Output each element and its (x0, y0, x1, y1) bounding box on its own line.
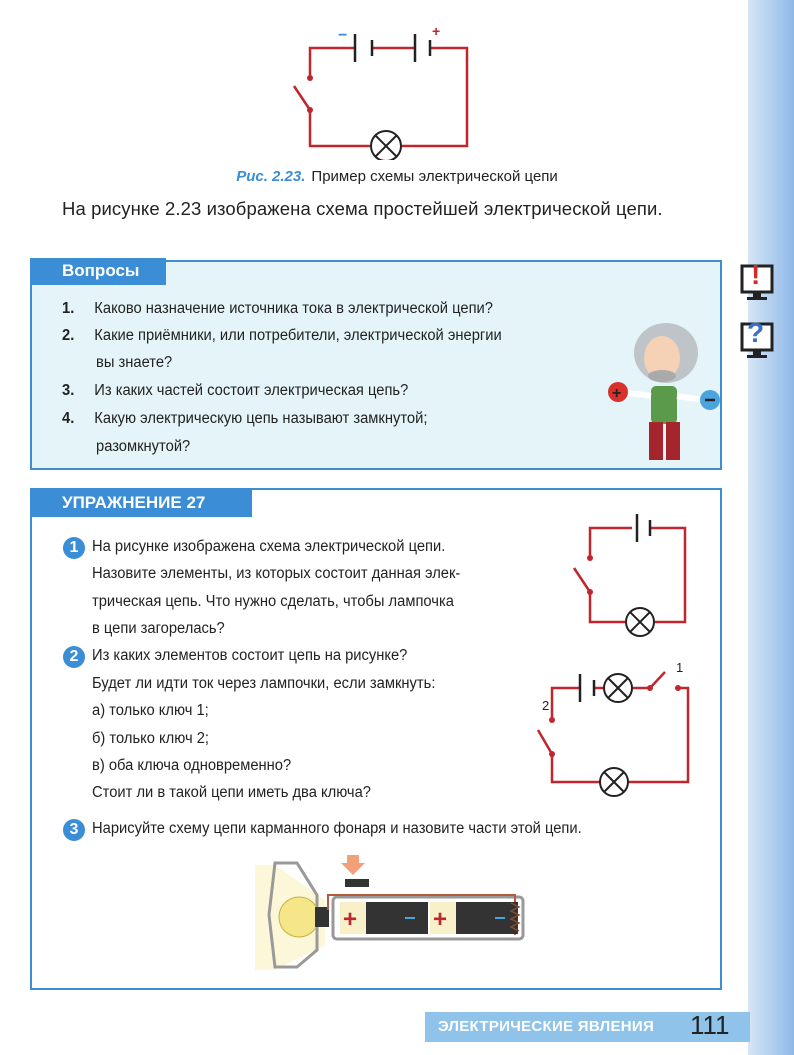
question-item: 1. Каково назначение источника тока в электрической цепи? (62, 300, 493, 317)
exercise-option: а) только ключ 1; (92, 702, 209, 719)
minus-sign: − (338, 27, 348, 44)
lead-paragraph: На рисунке 2.23 изображена схема простейшей электрической цепи. (62, 198, 663, 219)
exercise-text: Из каких элементов состоит цепь на рисунке? (92, 647, 408, 664)
question-item: 2. Какие приёмники, или потребители, электрической энергии (62, 327, 502, 344)
exercise-text: Стоит ли в такой цепи иметь два ключа? (92, 784, 371, 801)
exercise-title: УПРАЖНЕНИЕ 27 (30, 488, 252, 517)
question-item: 3. Из каких частей состоит электрическая цепь? (62, 382, 409, 399)
exercise-text: Будет ли идти ток через лампочки, если замкнуть: (92, 675, 436, 692)
exercise-circuit-2 (530, 658, 700, 808)
exercise-option: в) оба ключа одновременно? (92, 757, 292, 774)
exercise-number-badge: 1 (63, 537, 85, 559)
exercise-option: б) только ключ 2; (92, 730, 209, 747)
question-item-cont: разомкнутой? (96, 438, 191, 455)
svg-text:!: ! (751, 259, 761, 290)
question-item-cont: вы знаете? (96, 354, 173, 371)
exercise-text: трическая цепь. Что нужно сделать, чтобы лампочка (92, 593, 454, 610)
figure-caption (0, 168, 794, 185)
exercise-number-badge: 2 (63, 646, 85, 668)
important-icon (740, 258, 774, 302)
exercise-text: Назовите элементы, из которых состоит данная элек- (92, 565, 461, 582)
exercise-text: в цепи загорелась? (92, 620, 225, 637)
key-label-2: 2 (542, 698, 550, 713)
flashlight-illustration (255, 855, 545, 975)
questions-title: Вопросы (30, 258, 166, 285)
circuit-figure-2-23 (280, 20, 500, 160)
page-edge-strip (748, 0, 794, 1055)
question-item: 4. Какую электрическую цепь называют замкнутой; (62, 410, 428, 427)
question-icon (740, 312, 774, 360)
exercise-text: На рисунке изображена схема электрической цепи. (92, 538, 446, 555)
svg-text:+: + (433, 906, 448, 933)
page-number: 111 (690, 1010, 730, 1040)
exercise-text: Нарисуйте схему цепи карманного фонаря и назовите части этой цепи. (92, 820, 582, 837)
svg-text:+: + (343, 906, 358, 933)
press-arrow-icon (341, 855, 365, 875)
caption-label: Рис. 2.23. (236, 168, 306, 185)
key-label-1: 1 (676, 660, 684, 675)
svg-text:+: + (612, 385, 622, 402)
exercise-circuit-1 (560, 510, 700, 645)
section-title: ЭЛЕКТРИЧЕСКИЕ ЯВЛЕНИЯ (438, 1018, 655, 1035)
svg-text:?: ? (747, 317, 765, 348)
exercise-number-badge: 3 (63, 819, 85, 841)
scientist-illustration (606, 318, 722, 468)
caption-text: Пример схемы электрической цепи (311, 168, 558, 185)
plus-sign: + (432, 23, 441, 39)
